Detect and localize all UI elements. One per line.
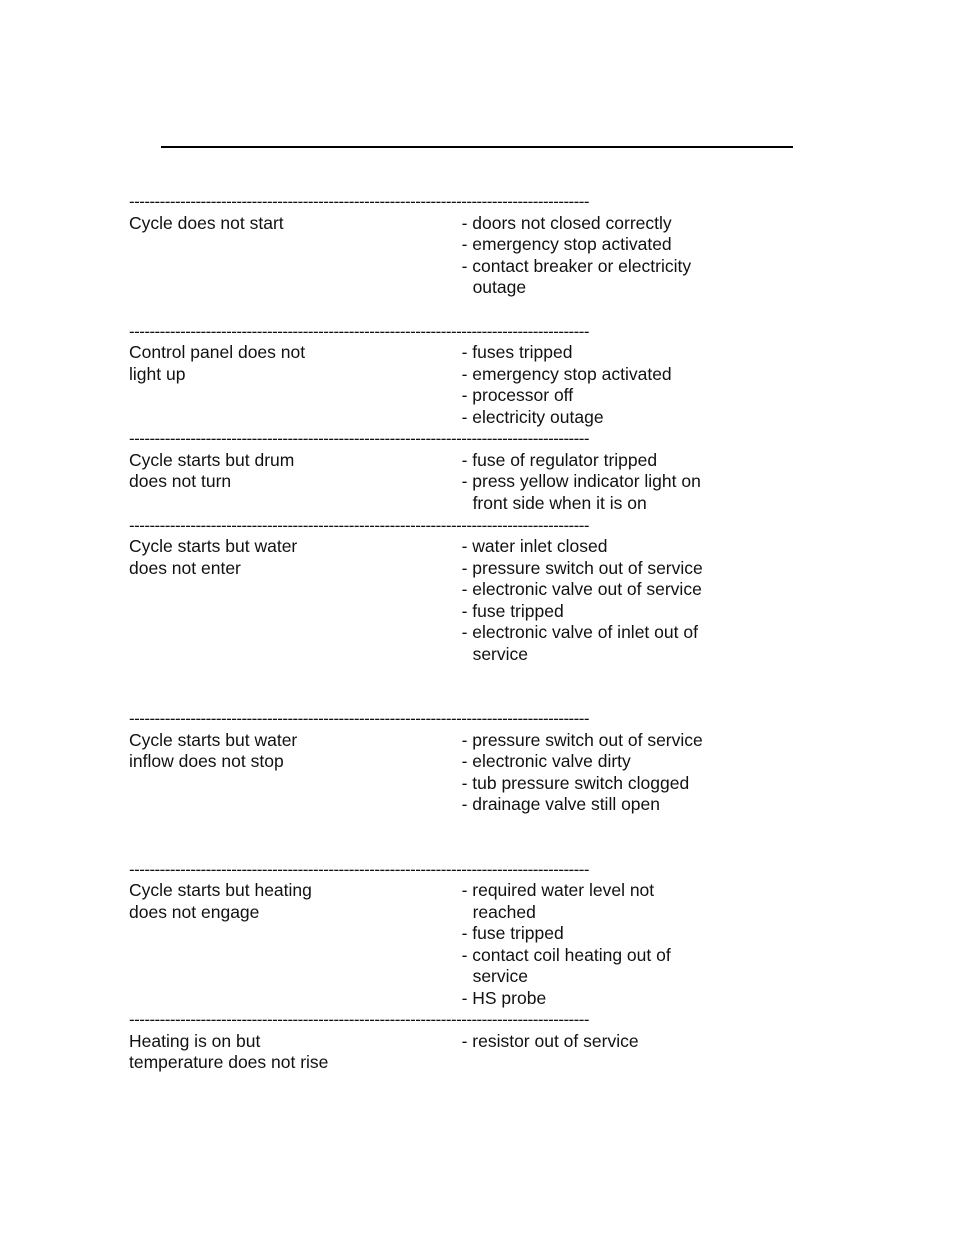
cause-item: - electricity outage [461, 406, 604, 427]
table-row [129, 450, 709, 518]
cause-item: - water inlet closed [461, 536, 608, 556]
cause-item: - HS probe [461, 987, 547, 1008]
causes-cell [462, 730, 709, 862]
cause-item: - fuse of regulator tripped [461, 449, 658, 470]
problem-text: Cycle does not start [129, 212, 284, 233]
row-separator: ------------------------------------------------------------------------------------------ [129, 709, 590, 728]
row-separator: ------------------------------------------------------------------------------------------ [129, 859, 590, 879]
causes-cell [462, 1031, 709, 1081]
row-separator: ------------------------------------------------------------------------------------------ [129, 321, 590, 341]
cause-item: - processor off [461, 385, 574, 406]
row-separator: ------------------------------------------------------------------------------------------ [129, 515, 590, 535]
problem-text: does not turn [129, 471, 232, 492]
header-rule [161, 146, 793, 148]
causes-cell [462, 450, 709, 518]
cause-item: - drainage valve still open [461, 794, 661, 815]
cause-item: - electronic valve dirty [461, 751, 631, 772]
cause-item: - pressure switch out of service [461, 557, 703, 578]
problem-cell [129, 342, 462, 431]
problem-text: light up [129, 363, 186, 384]
problem-text: Cycle starts but drum [129, 449, 295, 470]
table-row [129, 1031, 709, 1081]
problem-text: Cycle starts but water [129, 729, 298, 750]
problem-cell [129, 1031, 462, 1081]
problem-text: temperature does not rise [129, 1052, 329, 1073]
cause-item: - tub pressure switch clogged [461, 772, 690, 793]
cause-item: - doors not closed correctly [461, 212, 672, 233]
cause-item: - emergency stop activated [461, 234, 672, 255]
problem-text: Control panel does not [129, 342, 306, 362]
table-row [129, 342, 709, 431]
problem-text: does not engage [129, 901, 260, 922]
cause-item: - fuses tripped [461, 342, 573, 362]
problem-text: inflow does not stop [129, 751, 284, 772]
problem-text: Cycle starts but water [129, 536, 298, 556]
table-row [129, 536, 709, 711]
cause-item: - pressure switch out of service [461, 729, 703, 750]
problem-cell [129, 880, 462, 1012]
cause-item: - press yellow indicator light on front side when it is on [461, 471, 701, 513]
row-separator: ------------------------------------------------------------------------------------------ [129, 192, 590, 211]
problem-text: Cycle starts but heating [129, 880, 312, 900]
cause-item: - emergency stop activated [461, 363, 672, 384]
problem-cell [129, 450, 462, 518]
cause-item: - fuse tripped [461, 923, 564, 944]
row-separator: ------------------------------------------------------------------------------------------ [129, 429, 590, 448]
causes-cell [462, 880, 709, 1012]
causes-cell [462, 536, 709, 711]
table-row [129, 213, 709, 324]
cause-item: - contact breaker or electricity outage [461, 255, 692, 298]
cause-item: - required water level not reached [461, 880, 655, 922]
cause-item: - contact coil heating out of service [461, 944, 671, 987]
problem-text: Heating is on but [129, 1030, 261, 1051]
problem-cell [129, 536, 462, 711]
problem-cell [129, 213, 462, 324]
row-separator: ------------------------------------------------------------------------------------------ [129, 1010, 590, 1029]
cause-item: - fuse tripped [461, 600, 564, 621]
causes-cell [462, 342, 709, 431]
problem-cell [129, 730, 462, 862]
problem-text: does not enter [129, 557, 241, 578]
table-row [129, 730, 709, 862]
troubleshooting-table [129, 194, 709, 1081]
cause-item: - resistor out of service [461, 1030, 639, 1051]
causes-cell [462, 213, 709, 324]
cause-item: - electronic valve of inlet out of service [461, 622, 698, 664]
cause-item: - electronic valve out of service [461, 579, 702, 600]
table-row [129, 880, 709, 1012]
